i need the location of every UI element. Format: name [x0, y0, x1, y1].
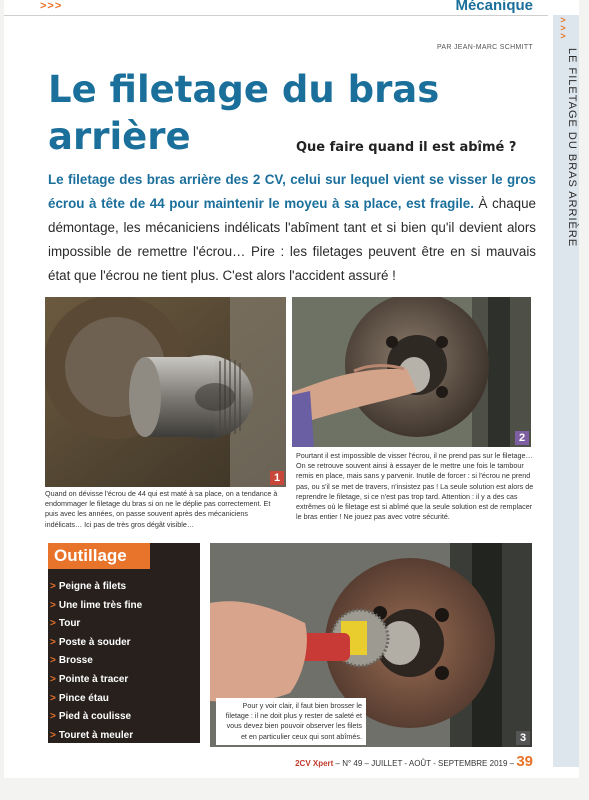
side-arrows: > > > [560, 15, 566, 41]
photo-3-caption: Pour y voir clair, il faut bien brosser le filetage : il ne doit plus y rester de saleté et vous devez bien pouvoir observer les filets et en particulier ceux qui sont abîmés. [216, 698, 366, 745]
page-header [4, 0, 579, 16]
section-label: Mécanique [455, 0, 533, 14]
tool-item: > Peigne à filets [50, 581, 127, 592]
intro-body: À chaque démontage, les mécaniciens indélicats l'abîment tant et si bien qu'il devient alors impossible de remettre l'écrou… Pire : les filetages peuvent être en si mauvais état que l'écrou ne tient plus. C'est alors l'accident assuré ! [48, 196, 536, 283]
intro-lead: Le filetage des bras arrière des 2 CV, celui sur lequel vient se visser le gros écrou à tête de 44 pour maintenir le moyeu à sa place, est fragile. [48, 172, 536, 211]
side-running-title: LE FILETAGE DU BRAS ARRIÈRE [566, 48, 578, 248]
tool-item: > Pointe à tracer [50, 673, 129, 685]
tool-item: > Brosse [50, 655, 93, 667]
byline: PAR JEAN-MARC SCHMITT [436, 44, 533, 51]
tool-item: > Touret à meuler [50, 729, 134, 741]
tool-item: > Poste à souder [50, 636, 131, 648]
tools-title: Outillage [48, 543, 150, 569]
tool-item: > Pied à coulisse [50, 711, 132, 723]
photo-number: 2 [515, 431, 529, 445]
article-subtitle: Que faire quand il est abîmé ? [296, 140, 517, 155]
photo-1-caption: Quand on dévisse l'écrou de 44 qui est maté à sa place, on a tendance à endommager le filetage du bras si on ne le déplie pas correctement. Et puis avec les années, on passe souvent après des mécaniciens indélicats… Ici pas de très gros dégât visible… [45, 489, 278, 529]
header-divider [4, 15, 548, 16]
magazine-name: 2CV Xpert [295, 759, 334, 768]
photo-2-caption: Pourtant il est impossible de visser l'écrou, il ne prend pas sur le filetage… On se retrouve souvent ainsi à essayer de le mettre une fois le tambour remis en place, mais sans y parvenir. Inutile de forcer : si l'écrou ne prend pas, ou s'il se met de travers, n'insistez pas ! La seule solution est alors de reprendre le filetage, si ce n'est pas trop tard. Attention : il y a des cas extrêmes où le filetage est si abîmé que la seule solution est de remplacer le bras entier ! Ne jouez pas avec votre sécurité. [296, 451, 534, 522]
tool-item: > Tour [50, 618, 81, 630]
tools-list [50, 578, 142, 745]
photo-2-nut-attempt [292, 297, 531, 447]
magazine-page [4, 0, 579, 778]
page-number: 39 [516, 753, 533, 770]
photo-number: 1 [270, 471, 284, 485]
page-footer [295, 753, 533, 770]
article-title: Le filetage du bras arrière [48, 68, 440, 158]
tool-item: > Une lime très fine [50, 599, 143, 611]
header-arrows: >>> [40, 0, 63, 12]
photo-1-threaded-arm [45, 297, 286, 487]
photo-number: 3 [516, 731, 530, 745]
issue-info: – N° 49 – JUILLET - AOÛT - SEPTEMBRE 2019 – [333, 759, 517, 768]
tool-item: > Pince étau [50, 692, 109, 704]
article-intro [48, 168, 536, 288]
